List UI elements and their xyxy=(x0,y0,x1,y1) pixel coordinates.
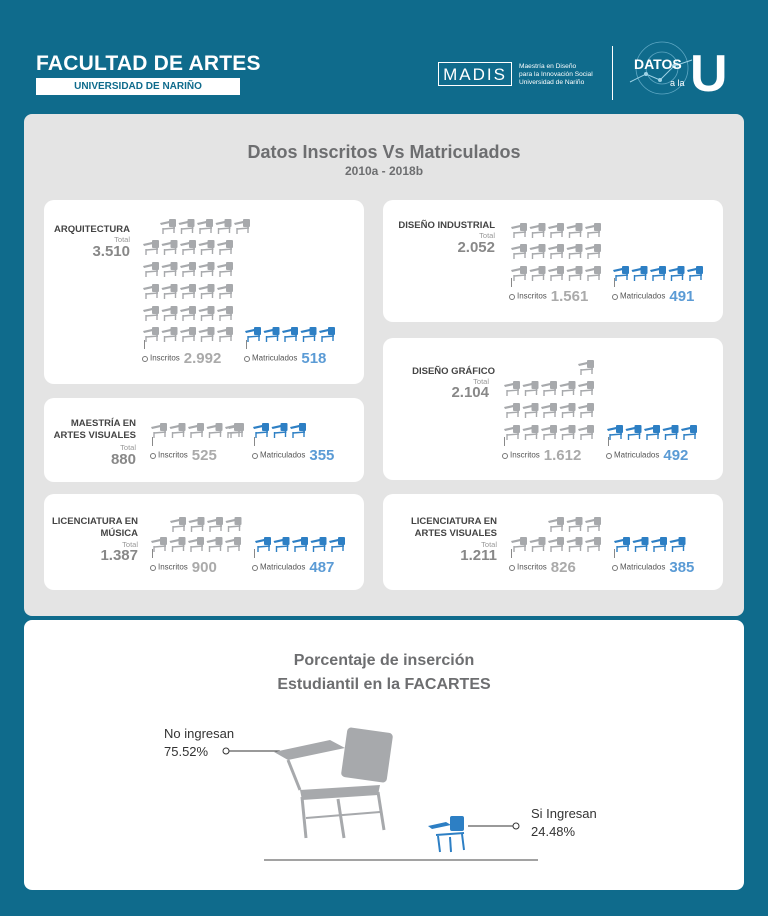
no-ingresan-value: 75.52% xyxy=(164,744,209,759)
datos-logo: DATOS xyxy=(634,56,682,72)
university-subtitle: UNIVERSIDAD DE NARIÑO xyxy=(36,78,240,95)
inscritos-value: 826 xyxy=(550,559,576,576)
inscritos-value: 1.561 xyxy=(550,288,589,305)
matriculados-label: Matriculados 491 xyxy=(612,288,694,305)
insercion-title-line1: Porcentaje de inserción xyxy=(293,652,475,669)
program-total: 2.104 xyxy=(451,384,489,401)
inscritos-value: 900 xyxy=(191,559,217,576)
matriculados-value: 355 xyxy=(309,447,335,464)
insercion-title-line2: Estudiantil en la FACARTES xyxy=(277,676,491,693)
program-total: 880 xyxy=(110,451,136,468)
inscritos-value: 525 xyxy=(191,447,217,464)
matriculados-label: Matriculados 355 xyxy=(252,447,334,464)
total-label: Total xyxy=(120,443,136,452)
program-total: 1.387 xyxy=(100,547,138,564)
faculty-title: FACULTAD DE ARTES xyxy=(36,52,261,75)
matriculados-value: 518 xyxy=(301,350,327,367)
program-name: LICENCIATURA EN ARTES VISUALES xyxy=(410,516,497,539)
total-label: Total xyxy=(481,540,497,549)
panel-subtitle: 2010a - 2018b xyxy=(344,164,424,178)
matriculados-label: Matriculados 385 xyxy=(612,559,694,576)
datos-u: U xyxy=(690,45,728,103)
program-name: LICENCIATURA EN MÚSICA xyxy=(51,516,138,539)
matriculados-value: 491 xyxy=(669,288,695,305)
inscritos-value: 2.992 xyxy=(183,350,222,367)
datos-ala: a la xyxy=(670,78,685,88)
madis-text: Maestría en Diseño para la Innovación Social Universidad de Nariño xyxy=(519,63,593,86)
inscritos-value: 1.612 xyxy=(543,447,582,464)
inscritos-label: Inscritos 1.612 xyxy=(502,447,581,464)
si-ingresan-value: 24.48% xyxy=(531,824,576,839)
matriculados-value: 385 xyxy=(669,559,695,576)
program-name: DISEÑO INDUSTRIAL xyxy=(398,220,495,231)
inscritos-label: Inscritos 900 xyxy=(150,559,217,576)
inscritos-label: Inscritos 1.561 xyxy=(509,288,588,305)
si-ingresan-label: Si Ingresan xyxy=(531,806,597,821)
inscritos-label: Inscritos 525 xyxy=(150,447,217,464)
header-divider xyxy=(612,46,613,100)
matriculados-label: Matriculados 487 xyxy=(252,559,334,576)
panel-title: Datos Inscritos Vs Matriculados xyxy=(247,142,521,162)
total-label: Total xyxy=(122,540,138,549)
matriculados-value: 487 xyxy=(309,559,335,576)
program-name: MAESTRÍA EN ARTES VISUALES xyxy=(53,418,136,441)
program-name: ARQUITECTURA xyxy=(54,224,130,235)
program-total: 3.510 xyxy=(92,243,130,260)
total-label: Total xyxy=(114,235,130,244)
program-total: 2.052 xyxy=(457,239,495,256)
matriculados-label: Matriculados 518 xyxy=(244,350,326,367)
matriculados-label: Matriculados 492 xyxy=(606,447,688,464)
program-name: DISEÑO GRÁFICO xyxy=(412,366,495,377)
total-label: Total xyxy=(473,377,489,386)
inscritos-label: Inscritos 826 xyxy=(509,559,576,576)
program-total: 1.211 xyxy=(460,547,497,564)
no-ingresan-label: No ingresan xyxy=(164,726,235,741)
inscritos-label: Inscritos 2.992 xyxy=(142,350,221,367)
madis-logo: MADIS xyxy=(438,62,512,86)
matriculados-value: 492 xyxy=(663,447,689,464)
total-label: Total xyxy=(479,231,495,240)
